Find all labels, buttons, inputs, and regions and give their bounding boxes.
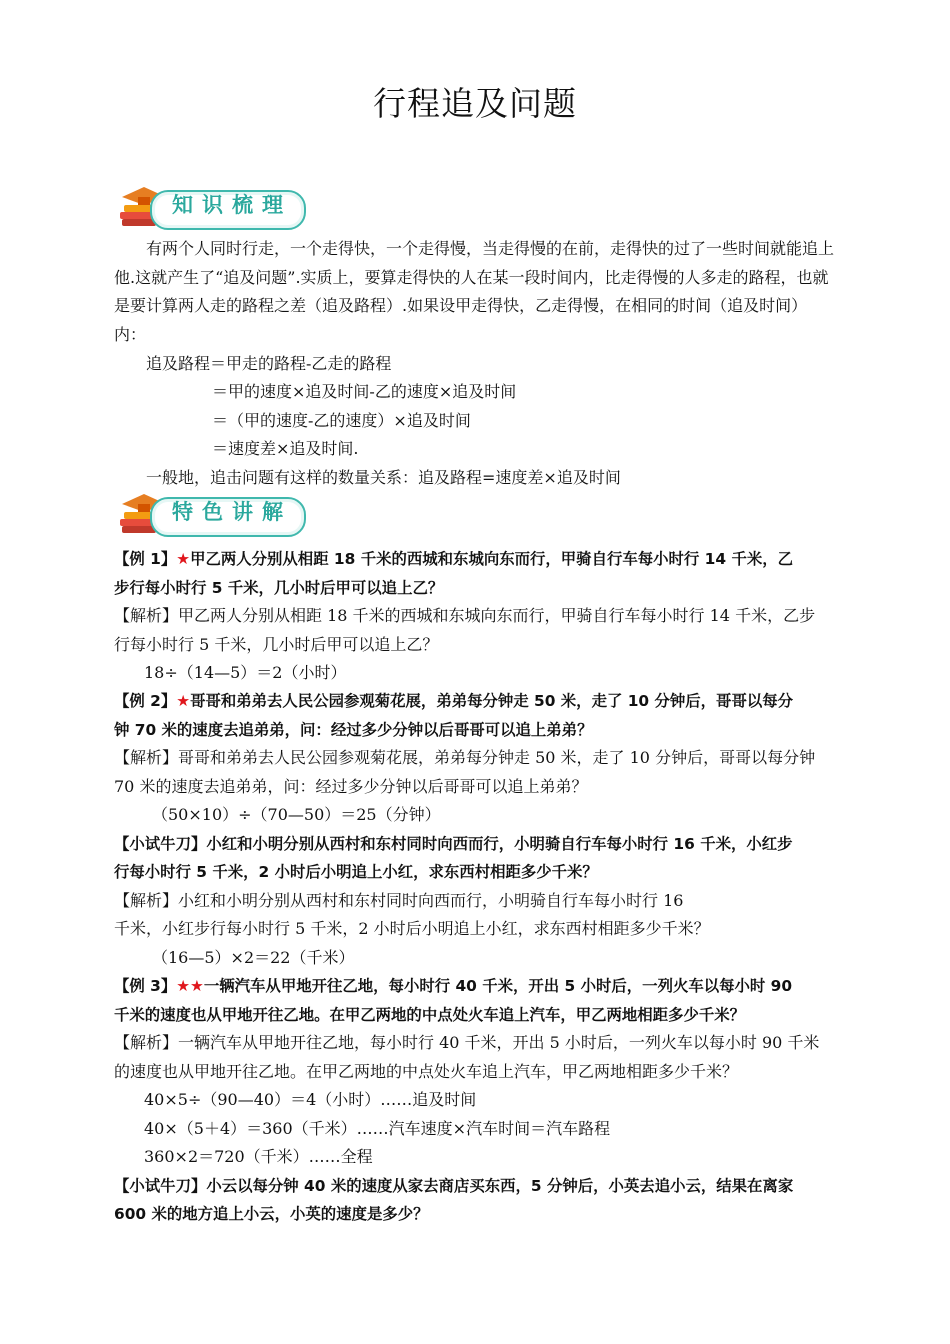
- example-1-question-line-2: 步行每小时行 5 千米，几小时后甲可以追上乙？: [114, 579, 444, 597]
- try-1-calculation: （16—5）×2＝22（千米）: [152, 948, 355, 967]
- example-tag: 【例 1】: [114, 550, 177, 568]
- question-text: 甲乙两人分别从相距 18 千米的西城和东城向东而行，甲骑自行车每小时行 14 千米，乙: [190, 550, 794, 568]
- example-3-analysis-line-1: 【解析】一辆汽车从甲地开往乙地，每小时行 40 千米，开出 5 小时后，一列火车以每小时 90 千米: [114, 1033, 820, 1052]
- example-1-calculation: 18÷（14—5）＝2（小时）: [144, 663, 347, 682]
- formula-line-4: ＝速度差×追及时间.: [212, 439, 359, 458]
- try-1-analysis-line-2: 千米，小红步行每小时行 5 千米，2 小时后小明追上小红，求东西村相距多少千米？: [114, 919, 710, 938]
- example-1-analysis-line-1: 【解析】甲乙两人分别从相距 18 千米的西城和东城向东而行，甲骑自行车每小时行 14 千米，乙步: [114, 606, 816, 625]
- example-tag: 【例 2】: [114, 692, 177, 710]
- try-2-question-line-2: 600 米的地方追上小云，小英的速度是多少？: [114, 1205, 429, 1223]
- question-text: 一辆汽车从甲地开往乙地，每小时行 40 千米，开出 5 小时后，一列火车以每小时 90: [203, 977, 793, 995]
- page-title: 行程追及问题: [373, 84, 577, 123]
- try-1-question-line-1: 【小试牛刀】小红和小明分别从西村和东村同时向西而行，小明骑自行车每小时行 16 千米，小红步: [114, 835, 793, 853]
- star-icon: ★: [176, 550, 191, 568]
- section-badge-knowledge: [114, 183, 312, 235]
- formula-line-3: ＝（甲的速度-乙的速度）×追及时间: [212, 411, 471, 430]
- example-3-question-line-1: [114, 975, 792, 997]
- try-1-analysis-line-1: 【解析】小红和小明分别从西村和东村同时向西而行，小明骑自行车每小时行 16: [114, 891, 684, 910]
- general-relation: 一般地，追击问题有这样的数量关系：追及路程=速度差×追及时间: [146, 468, 621, 487]
- try-1-question-line-2: 行每小时行 5 千米，2 小时后小明追上小红，求东西村相距多少千米？: [114, 863, 598, 881]
- star-icon: ★: [176, 692, 191, 710]
- formula-line-2: ＝甲的速度×追及时间-乙的速度×追及时间: [212, 382, 517, 401]
- example-2-analysis-line-2: 70 米的速度去追弟弟，问：经过多少分钟以后哥哥可以追上弟弟？: [114, 777, 588, 796]
- try-2-question-line-1: 【小试牛刀】小云以每分钟 40 米的速度从家去商店买东西，5 分钟后，小英去追小云，结果在离家: [114, 1177, 794, 1195]
- example-3-calculation-3: 360×2＝720（千米）……全程: [144, 1147, 373, 1166]
- example-3-calculation-1: 40×5÷（90—40）＝4（小时）……追及时间: [144, 1090, 477, 1109]
- intro-paragraph: 有两个人同时行走，一个走得快，一个走得慢，当走得慢的在前，走得快的过了一些时间就能追上他.这就产生了“追及问题”.实质上，要算走得快的人在某一段时间内，比走得慢的人多走的路程，也就是要计算两人走的路程之差（追及路程）.如果设甲走得快，乙走得慢，在相同的时间（追及时间）内：: [114, 239, 835, 344]
- section-badge-lecture: [114, 490, 312, 542]
- question-text: 哥哥和弟弟去人民公园参观菊花展，弟弟每分钟走 50 米，走了 10 分钟后，哥哥以每分: [190, 692, 794, 710]
- section-title-knowledge: 知识梳理: [172, 193, 292, 217]
- example-2-question-line-1: [114, 690, 793, 712]
- example-3-calculation-2: 40×（5＋4）＝360（千米）……汽车速度×汽车时间＝汽车路程: [144, 1119, 611, 1138]
- section-title-lecture: 特色讲解: [172, 500, 292, 524]
- example-3-analysis-line-2: 的速度也从甲地开往乙地。在甲乙两地的中点处火车追上汽车，甲乙两地相距多少千米？: [114, 1062, 739, 1081]
- example-1-analysis-line-2: 行每小时行 5 千米，几小时后甲可以追上乙？: [114, 635, 439, 654]
- example-2-question-line-2: 钟 70 米的速度去追弟弟，问：经过多少分钟以后哥哥可以追上弟弟？: [114, 721, 593, 739]
- example-2-analysis-line-1: 【解析】哥哥和弟弟去人民公园参观菊花展，弟弟每分钟走 50 米，走了 10 分钟后，哥哥以每分钟: [114, 748, 816, 767]
- star-icon: ★★: [176, 977, 204, 995]
- example-2-calculation: （50×10）÷（70—50）＝25（分钟）: [152, 805, 441, 824]
- example-3-question-line-2: 千米的速度也从甲地开往乙地。在甲乙两地的中点处火车追上汽车，甲乙两地相距多少千米？: [114, 1006, 746, 1024]
- example-tag: 【例 3】: [114, 977, 177, 995]
- formula-line-1: 追及路程＝甲走的路程-乙走的路程: [146, 354, 392, 373]
- example-1-question-line-1: [114, 548, 793, 570]
